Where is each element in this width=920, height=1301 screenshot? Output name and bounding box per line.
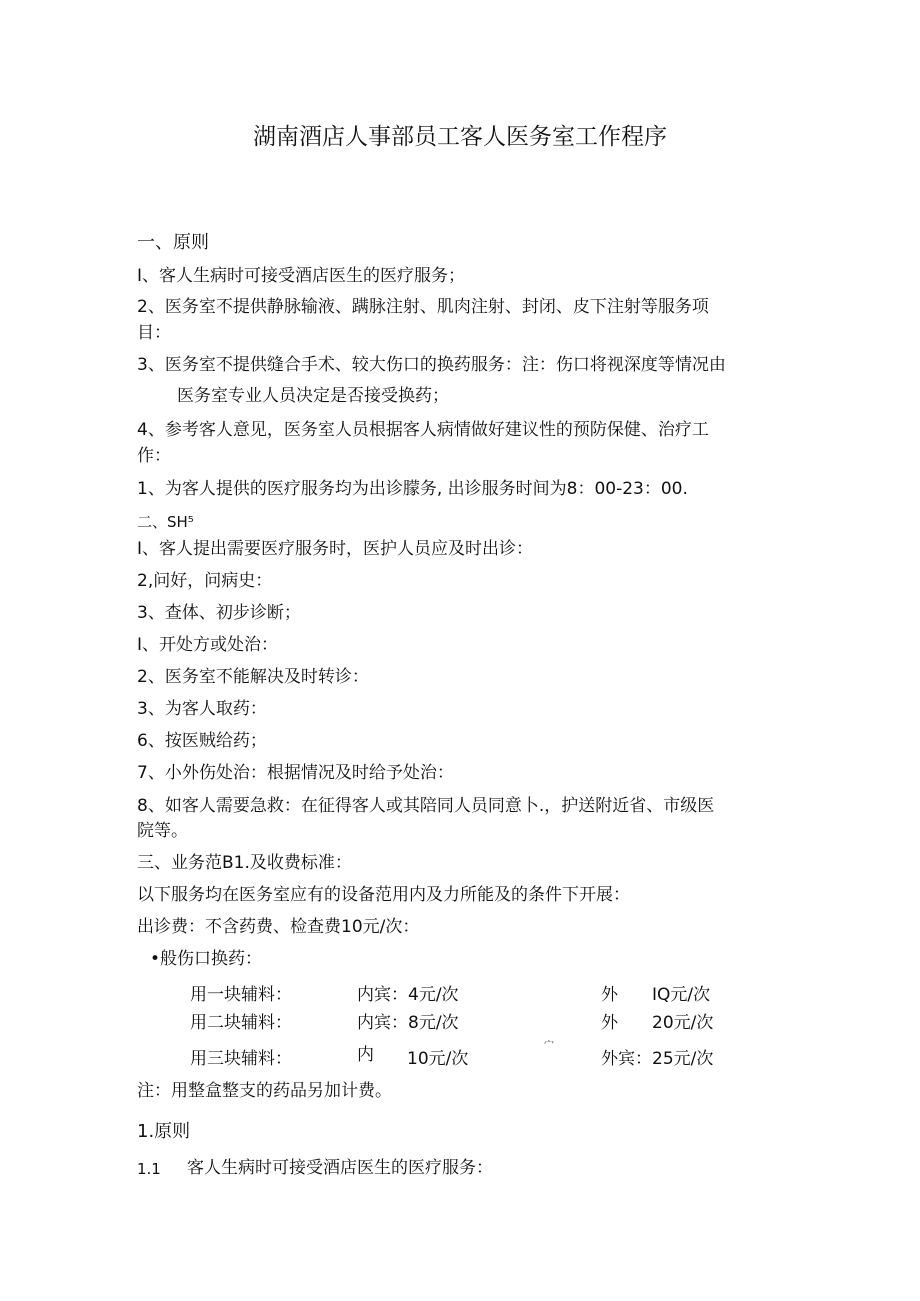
section-2-item-7: 6、按医贼给药； [137,731,267,751]
section-2-item-9: 8、如客人需要急救：在征得客人或其陪同人员同意卜.，护送附近省、市级医 [137,796,715,816]
section-3-line-2: 出诊费：不含药费、检查费10元/次： [137,917,420,937]
fee-row-1-outer: IQ元/次 [652,985,711,1005]
section-4-heading: 1.原则 [137,1121,191,1142]
fee-row-2-inner: 内宾：8元/次 [357,1013,459,1033]
fee-row-3-outer: 25元/次 [652,1049,714,1069]
section-2-item-8: 7、小外伤处治：根据情况及时给予处治： [137,763,454,783]
section-2-item-6: 3、为客人取药： [137,699,267,719]
fee-row-3-inner: 10元/次 [407,1049,469,1069]
fee-row-3-inner-label: 内 [357,1045,374,1065]
section-1-item-2-cont: 目： [137,323,171,343]
fee-row-2-outer: 20元/次 [652,1013,714,1033]
section-1-item-3: 3、医务室不提供缝合手术、较大伤口的换药服务：注：伤口将视深度等情况由 [137,355,726,375]
section-2-item-5: 2、医务室不能解决及时转诊： [137,667,369,687]
section-2-item-9-cont: 院等。 [137,821,188,841]
section-3-note: 注：用整盒整支的药品另加计费。 [137,1081,392,1101]
section-2-item-1: I、客人提出需要医疗服务时，医护人员应及时出诊： [137,539,534,559]
section-1-item-1: I、客人生病时可接受酒店医生的医疗服务； [137,266,466,286]
section-2-item-2: 2,问好，问病史： [137,571,273,591]
section-3-line-3: •般伤口换药： [150,949,263,969]
stray-mark: 宀 [544,1040,554,1051]
section-1-item-4-cont: 作： [137,446,171,466]
fee-row-1-label: 用一块辅料： [190,985,292,1005]
fee-row-3-label: 用三块辅料： [190,1049,292,1069]
section-1-item-2: 2、医务室不提供静脉输液、蹒脉注射、肌肉注射、封闭、皮下注射等服务项 [137,297,709,317]
fee-row-1-outer-label: 外 [601,985,618,1005]
section-1-heading: 一、原则 [137,232,209,253]
section-3-line-1: 以下服务均在医务室应有的设备范用内及力所能及的条件下开展： [137,885,630,905]
fee-row-3-outer-label: 外宾： [601,1049,652,1069]
section-2-heading: 二、SH⁵ [137,513,194,531]
section-3-heading: 三、业务范B1.及收费标准： [137,853,352,873]
section-1-item-4: 4、参考客人意见，医务室人员根据客人病情做好建议性的预防保健、治疗工 [137,420,709,440]
fee-row-2-outer-label: 外 [601,1013,618,1033]
section-4-item-number: 1.1 [137,1160,161,1178]
section-2-item-3: 3、查体、初步诊断； [137,603,301,623]
section-1-item-5: 1、为客人提供的医疗服务均为出诊朦务, 出诊服务时间为8：00-23：00. [137,479,688,499]
section-2-item-4: I、开处方或处治： [137,635,279,655]
section-1-item-3-cont: 医务室专业人员决定是否接受换药； [177,386,449,406]
section-4-item-1: 客人生病时可接受酒店医生的医疗服务： [187,1158,493,1178]
document-title: 湖南酒店人事部员工客人医务室工作程序 [253,124,667,150]
fee-row-2-label: 用二块辅料： [190,1013,292,1033]
fee-row-1-inner: 内宾：4元/次 [357,985,459,1005]
